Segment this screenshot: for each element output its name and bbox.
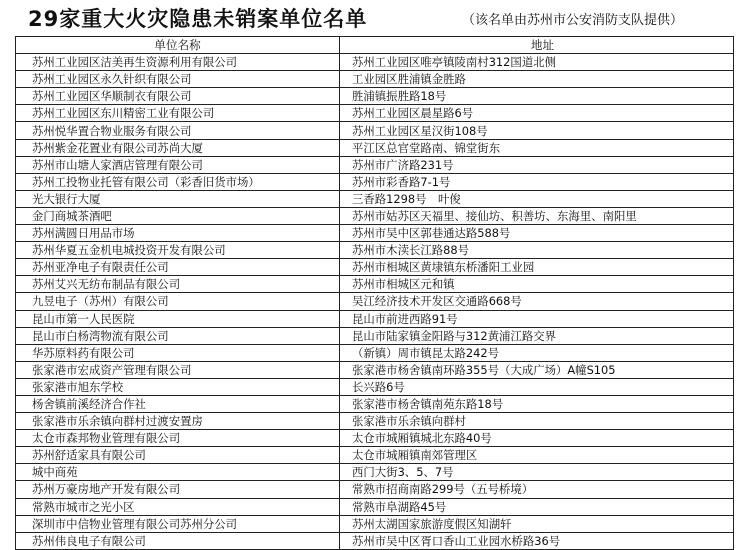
address-cell: 苏州市吴中区胥口香山工业园水桥路36号 [340,532,734,549]
unit-name-cell: 苏州工业园区华顺制衣有限公司 [16,88,340,105]
table-row [16,276,734,293]
unit-name-cell: 华苏原料药有限公司 [16,344,340,361]
table-row [16,395,734,412]
table-row [16,207,734,224]
page-header [0,0,748,34]
table-row [16,156,734,173]
unit-name-cell: 苏州舒适家具有限公司 [16,447,340,464]
table-row [16,54,734,71]
table-body [16,54,734,550]
unit-name-cell: 苏州工投物业托管有限公司（彩香旧货市场） [16,173,340,190]
unit-name-cell: 苏州满圆日用品市场 [16,225,340,242]
table-row [16,378,734,395]
unit-name-cell: 深圳市中信物业管理有限公司苏州分公司 [16,515,340,532]
unit-name-cell: 苏州艾兴无纺布制品有限公司 [16,276,340,293]
address-cell: 苏州市广济路231号 [340,156,734,173]
table-row [16,481,734,498]
address-cell: 苏州太湖国家旅游度假区知湖轩 [340,515,734,532]
table-row [16,327,734,344]
table-row [16,190,734,207]
unit-name-cell: 城中商苑 [16,464,340,481]
table-row [16,464,734,481]
address-cell: （新镇）周市镇昆太路242号 [340,344,734,361]
address-cell: 平江区总官堂路南、锦堂街东 [340,139,734,156]
table-row [16,515,734,532]
address-cell: 张家港市杨舍镇南环路355号（大成广场）A幢S105 [340,361,734,378]
unit-name-cell: 昆山市白杨湾物流有限公司 [16,327,340,344]
address-cell: 常熟市招商南路299号（五号桥境） [340,481,734,498]
address-cell: 苏州市相城区元和镇 [340,276,734,293]
address-cell: 苏州市相城区黄埭镇东桥潘阳工业园 [340,259,734,276]
address-cell: 昆山市前进西路91号 [340,310,734,327]
address-cell: 张家港市杨舍镇南苑东路18号 [340,395,734,412]
table-row [16,225,734,242]
unit-name-cell: 昆山市第一人民医院 [16,310,340,327]
address-cell: 西门大街3、5、7号 [340,464,734,481]
unit-name-cell: 苏州工业园区洁美再生资源利用有限公司 [16,54,340,71]
table-row [16,173,734,190]
table-row [16,447,734,464]
unit-name-cell: 苏州华夏五金机电城投资开发有限公司 [16,242,340,259]
address-cell: 工业园区胜浦镇金胜路 [340,71,734,88]
table-row [16,293,734,310]
address-cell: 太仓市城厢镇南郊管理区 [340,447,734,464]
table-row [16,413,734,430]
unit-name-cell: 苏州伟良电子有限公司 [16,532,340,549]
table-row [16,122,734,139]
unit-name-cell: 张家港市旭东学校 [16,378,340,395]
table-row [16,498,734,515]
address-cell: 胜浦镇振胜路18号 [340,88,734,105]
table-row [16,105,734,122]
table-row [16,310,734,327]
address-cell: 吴江经济技术开发区交通路668号 [340,293,734,310]
table-row [16,88,734,105]
address-cell: 苏州工业园区星汉街108号 [340,122,734,139]
unit-name-cell: 苏州悦华置合物业服务有限公司 [16,122,340,139]
unit-name-cell: 张家港市乐余镇向群村过渡安置房 [16,413,340,430]
table-row [16,344,734,361]
unit-name-cell: 苏州市山塘人家酒店管理有限公司 [16,156,340,173]
unit-name-cell: 太仓市森邦物业管理有限公司 [16,430,340,447]
unit-name-cell: 苏州紫金花置业有限公司苏尚大厦 [16,139,340,156]
address-cell: 苏州市姑苏区天福里、接仙坊、积善坊、东海里、南阳里 [340,207,734,224]
unit-name-cell: 苏州工业园区东川精密工业有限公司 [16,105,340,122]
header-address: 地址 [340,37,734,54]
address-cell: 常熟市阜湖路45号 [340,498,734,515]
table-row [16,430,734,447]
header-unit-name: 单位名称 [16,37,340,54]
table-row [16,242,734,259]
address-cell: 苏州市彩香路7-1号 [340,173,734,190]
table-row [16,532,734,549]
address-cell: 长兴路6号 [340,378,734,395]
table-header-row [16,37,734,54]
unit-name-cell: 常熟市城市之光小区 [16,498,340,515]
unit-list-table [15,36,734,550]
unit-name-cell: 苏州亚净电子有限责任公司 [16,259,340,276]
unit-name-cell: 九昱电子（苏州）有限公司 [16,293,340,310]
address-cell: 苏州市吴中区郭巷通达路588号 [340,225,734,242]
address-cell: 昆山市陆家镇金阳路与312黄浦江路交界 [340,327,734,344]
unit-name-cell: 苏州工业园区永久针织有限公司 [16,71,340,88]
page-title: 29家重大火灾隐患未销案单位名单 [28,7,368,31]
address-cell: 太仓市城厢镇城北东路40号 [340,430,734,447]
address-cell: 苏州工业园区唯亭镇陵南村312国道北侧 [340,54,734,71]
unit-name-cell: 张家港市宏成资产管理有限公司 [16,361,340,378]
unit-name-cell: 金门商城茶酒吧 [16,207,340,224]
source-note: （该名单由苏州市公安消防支队提供） [462,13,684,28]
address-cell: 苏州市木渎长江路88号 [340,242,734,259]
address-cell: 苏州工业园区晨星路6号 [340,105,734,122]
unit-name-cell: 光大银行大厦 [16,190,340,207]
table-row [16,71,734,88]
unit-name-cell: 杨舍镇前溪经济合作社 [16,395,340,412]
address-cell: 张家港市乐余镇向群村 [340,413,734,430]
address-cell: 三香路1298号 叶俊 [340,190,734,207]
table-row [16,139,734,156]
table-row [16,259,734,276]
unit-name-cell: 苏州万豪房地产开发有限公司 [16,481,340,498]
table-row [16,361,734,378]
